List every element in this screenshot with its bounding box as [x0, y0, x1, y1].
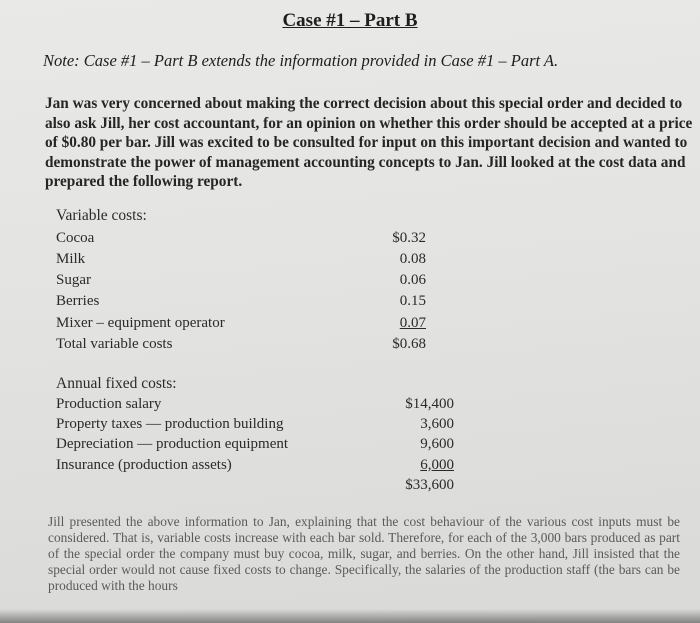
cost-label: Depreciation — production equipment [56, 436, 289, 452]
cost-label: Sugar [56, 272, 91, 288]
cost-value: 9,600 [420, 436, 454, 452]
cost-value: $14,400 [405, 396, 454, 412]
cost-label: Berries [56, 293, 100, 309]
variable-costs-heading: Variable costs: [56, 207, 147, 224]
cost-value: 6,000 [420, 457, 454, 473]
closing-paragraph: Jill presented the above information to Jan, explaining that the cost behaviour of the various cost inputs must be considered. That is, variable costs increase with each bar sold. Therefore, for each of the 3,000 bars produced as part of the special order the company must buy cocoa, milk, sugar, and berries. On the other hand, Jill insisted that the special order would not cause fixed costs to change. Specifically, the salaries of the production staff (the bars can be produced with the hours [48, 514, 680, 593]
cost-value: 0.07 [399, 315, 426, 331]
cost-value: 0.15 [399, 293, 426, 309]
total-value: $0.68 [392, 336, 426, 352]
cost-label: Milk [56, 251, 86, 267]
cost-value: 0.06 [399, 272, 426, 288]
cost-value: $0.32 [392, 230, 426, 246]
total-value: $33,600 [405, 477, 454, 493]
fixed-costs-heading: Annual fixed costs: [56, 375, 177, 392]
cost-label: Cocoa [56, 230, 95, 246]
page-title: Case #1 – Part B [282, 10, 418, 31]
cost-label: Insurance (production assets) [56, 457, 232, 473]
intro-paragraph: Jan was very concerned about making the correct decision about this special order and decided to also ask Jill, her cost accountant, for an opinion on whether this order should be accepted at a price of $0.80 per bar. Jill was excited to be consulted for input on this important decision and wanted to demonstrate the power of management accounting concepts to Jan. Jill looked at the cost data and prepared the following report. [45, 95, 693, 190]
cost-label: Production salary [56, 396, 162, 412]
note-text: Note: Case #1 – Part B extends the information provided in Case #1 – Part A. [43, 51, 559, 70]
cost-value: 0.08 [399, 251, 426, 267]
page-edge-shadow [0, 609, 700, 623]
cost-label: Mixer – equipment operator [56, 315, 225, 331]
cost-value: 3,600 [420, 416, 454, 432]
total-label: Total variable costs [56, 336, 173, 352]
cost-label: Property taxes — production building [56, 416, 284, 432]
